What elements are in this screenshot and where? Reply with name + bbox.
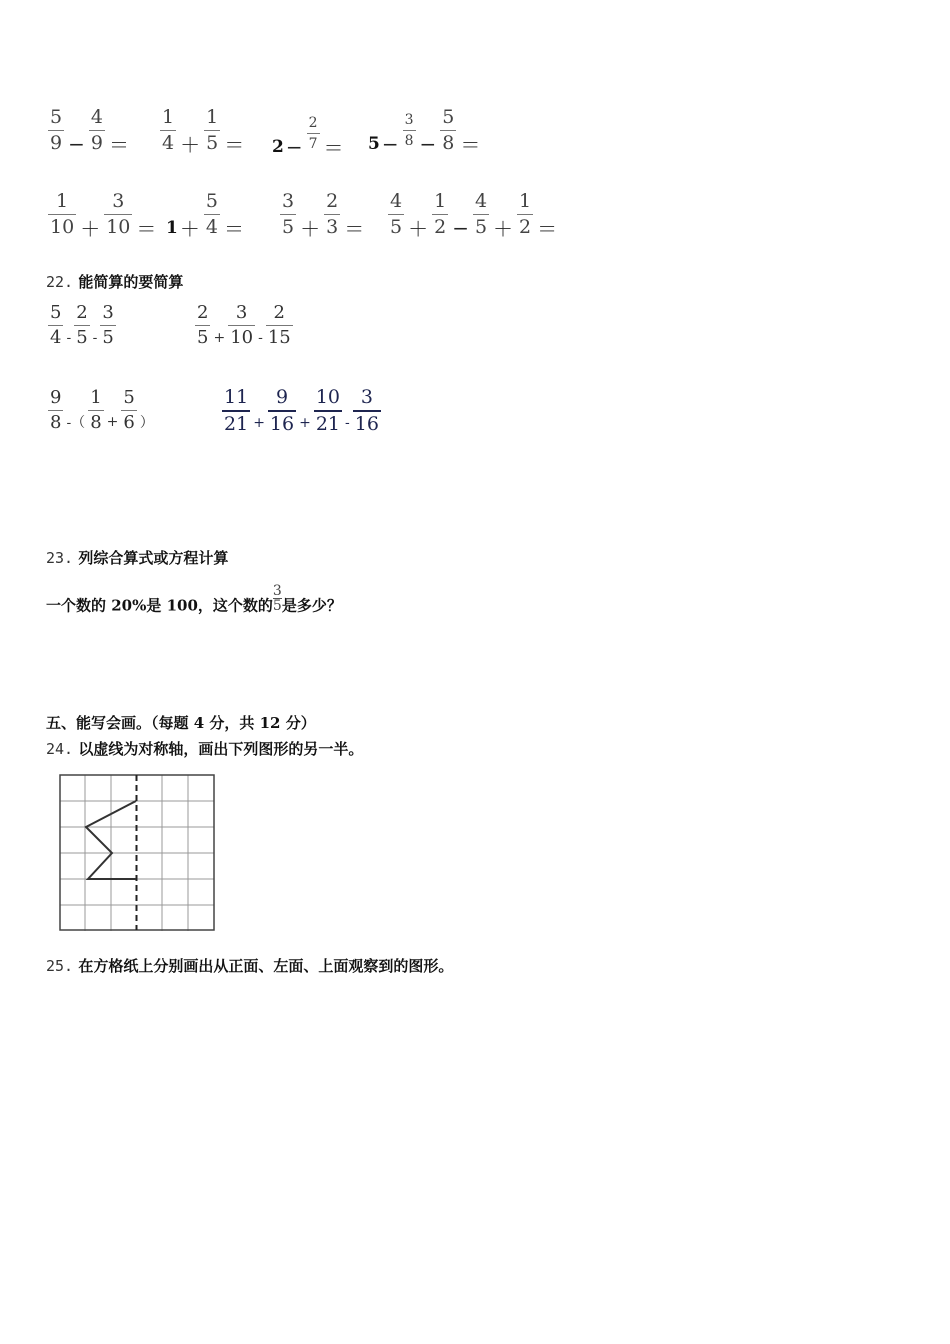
- numerator: 3: [282, 190, 295, 212]
- numerator: 3: [112, 190, 125, 212]
- q23-heading: [46, 547, 228, 568]
- q22-number: 22.: [46, 273, 74, 291]
- numerator: 3: [272, 583, 282, 599]
- numerator: 9: [50, 386, 62, 408]
- denominator: 5: [206, 132, 219, 154]
- integer: 2: [272, 136, 284, 157]
- fraction: [353, 388, 381, 434]
- q22-expr-3: [46, 388, 155, 432]
- q23-fraction: [273, 584, 282, 613]
- numerator: 4: [90, 106, 103, 128]
- denominator: 21: [314, 410, 342, 434]
- operator: ＝: [460, 133, 481, 157]
- numerator: 4: [390, 190, 403, 212]
- q22-expr-1: [46, 304, 118, 347]
- fraction: [403, 113, 416, 148]
- fraction: [160, 108, 176, 153]
- fraction: [74, 304, 89, 347]
- numerator: 11: [224, 386, 249, 408]
- numerator: 3: [360, 386, 373, 408]
- operator: ＋: [179, 217, 200, 241]
- calc-2-3: [278, 187, 366, 242]
- denominator: 4: [50, 327, 62, 348]
- calc-2-2: [166, 187, 246, 242]
- numerator: 1: [206, 106, 219, 128]
- operator: −: [381, 131, 399, 156]
- numerator: 3: [102, 302, 114, 323]
- operator: −: [68, 131, 85, 156]
- numerator: 9: [275, 386, 289, 408]
- operator: ＋: [180, 133, 201, 157]
- numerator: 3: [235, 302, 248, 323]
- fraction: [88, 386, 103, 433]
- calc-1-2: [158, 103, 246, 158]
- denominator: 5: [282, 216, 295, 238]
- denominator: 5: [102, 327, 114, 348]
- fraction: [204, 108, 220, 153]
- denominator: 2: [434, 216, 447, 238]
- denominator: 5: [197, 327, 209, 348]
- operator: +: [299, 415, 311, 431]
- fraction: [440, 108, 456, 153]
- denominator: 16: [268, 410, 296, 434]
- fraction: [314, 388, 342, 434]
- operator: -（: [66, 415, 86, 431]
- calc-2-4: [386, 187, 559, 242]
- denominator: 15: [267, 327, 291, 348]
- q25-title: 在方格纸上分别画出从正面、左面、上面观察到的图形。: [78, 957, 454, 975]
- operator: −: [285, 134, 303, 159]
- fraction: [266, 304, 293, 347]
- operator: ＝: [136, 217, 157, 241]
- fraction: [388, 192, 404, 237]
- q22-expr-2: [193, 304, 295, 347]
- numerator: 2: [197, 302, 209, 323]
- q25-heading: [46, 955, 453, 976]
- symmetry-grid-figure: [58, 773, 220, 935]
- denominator: 4: [205, 216, 218, 238]
- q23-number: 23.: [46, 549, 74, 567]
- denominator: 2: [519, 216, 532, 238]
- denominator: 9: [50, 132, 63, 154]
- denominator: 3: [326, 216, 339, 238]
- operator: ＋: [80, 217, 101, 241]
- numerator: 2: [326, 190, 339, 212]
- fraction: [195, 304, 210, 347]
- q23-problem: [46, 583, 342, 621]
- operator: ＝: [108, 133, 129, 157]
- operator: +: [213, 329, 226, 346]
- operator: -: [258, 329, 263, 346]
- operator: ）: [139, 415, 154, 431]
- denominator: 10: [230, 327, 254, 348]
- denominator: 10: [50, 216, 75, 238]
- denominator: 21: [222, 410, 250, 434]
- q23-title: 列综合算式或方程计算: [78, 549, 229, 567]
- denominator: 5: [272, 598, 282, 614]
- numerator: 5: [205, 190, 218, 212]
- q25-number: 25.: [46, 957, 74, 975]
- denominator: 8: [90, 411, 102, 433]
- integer: 5: [368, 133, 380, 154]
- operator: ＝: [537, 217, 558, 241]
- section-5-title: 五、能写会画。（每题 4 分，共 12 分）: [46, 714, 316, 732]
- denominator: 16: [353, 410, 381, 434]
- q24-title: 以虚线为对称轴，画出下列图形的另一半。: [78, 740, 364, 758]
- calc-1-1: [46, 103, 131, 158]
- calc-1-4: [368, 103, 482, 158]
- denominator: 4: [162, 132, 175, 154]
- denominator: 5: [390, 216, 403, 238]
- q24-number: 24.: [46, 740, 74, 758]
- fraction: [204, 192, 220, 237]
- operator: ＝: [224, 133, 245, 157]
- numerator: 10: [315, 386, 341, 408]
- numerator: 5: [50, 106, 63, 128]
- q23-problem-text: 一个数的 20%是 100，这个数的: [46, 596, 273, 615]
- numerator: 1: [434, 190, 447, 212]
- operator: ＋: [300, 217, 321, 241]
- fraction: [280, 192, 296, 237]
- calc-2-1: [46, 187, 158, 242]
- numerator: 1: [519, 190, 532, 212]
- operator: -: [66, 329, 72, 346]
- numerator: 5: [50, 302, 62, 323]
- operator: +: [253, 415, 265, 431]
- q23-problem-question: 是多少？: [281, 596, 342, 615]
- fraction: [48, 304, 63, 347]
- fraction: [473, 192, 489, 237]
- denominator: 10: [106, 216, 131, 238]
- numerator: 5: [442, 106, 455, 128]
- numerator: 2: [308, 115, 318, 131]
- q22-title: 能简算的要简算: [78, 273, 184, 291]
- numerator: 1: [56, 190, 69, 212]
- numerator: 2: [76, 302, 88, 323]
- operator: ＝: [344, 217, 365, 241]
- integer: 1: [166, 217, 178, 238]
- denominator: 7: [307, 133, 320, 151]
- numerator: 1: [162, 106, 175, 128]
- fraction: [307, 116, 320, 151]
- denominator: 5: [474, 216, 488, 238]
- fraction: [432, 192, 448, 237]
- numerator: 2: [273, 302, 285, 323]
- operator: +: [106, 414, 119, 430]
- q22-expr-4: [220, 388, 383, 434]
- fraction: [324, 192, 340, 237]
- numerator: 5: [123, 386, 135, 408]
- operator: −: [452, 215, 469, 240]
- numerator: 3: [404, 112, 414, 128]
- numerator: 1: [90, 386, 102, 408]
- denominator: 8: [50, 411, 62, 433]
- fraction: [48, 386, 63, 433]
- operator: ＝: [223, 217, 244, 241]
- calc-1-3: [272, 106, 346, 161]
- fraction: [268, 388, 296, 434]
- operator: -: [92, 329, 98, 346]
- fraction: [100, 304, 115, 347]
- numerator: 4: [474, 190, 488, 212]
- operator: ＝: [323, 136, 344, 160]
- fraction: [517, 192, 533, 237]
- denominator: 5: [76, 327, 88, 348]
- fraction: [121, 386, 136, 433]
- operator: ＋: [493, 217, 514, 241]
- fraction: [222, 388, 250, 434]
- operator: −: [419, 131, 437, 156]
- fraction: [104, 192, 132, 237]
- operator: -: [345, 415, 350, 431]
- q24-heading: [46, 738, 363, 759]
- denominator: 8: [403, 130, 416, 148]
- q22-heading: [46, 271, 183, 292]
- fraction: [89, 108, 105, 153]
- denominator: 8: [442, 132, 455, 154]
- fraction: [48, 108, 64, 153]
- fraction: [228, 304, 255, 347]
- denominator: 9: [90, 132, 103, 154]
- denominator: 6: [123, 411, 135, 433]
- fraction: [48, 192, 76, 237]
- operator: ＋: [408, 217, 429, 241]
